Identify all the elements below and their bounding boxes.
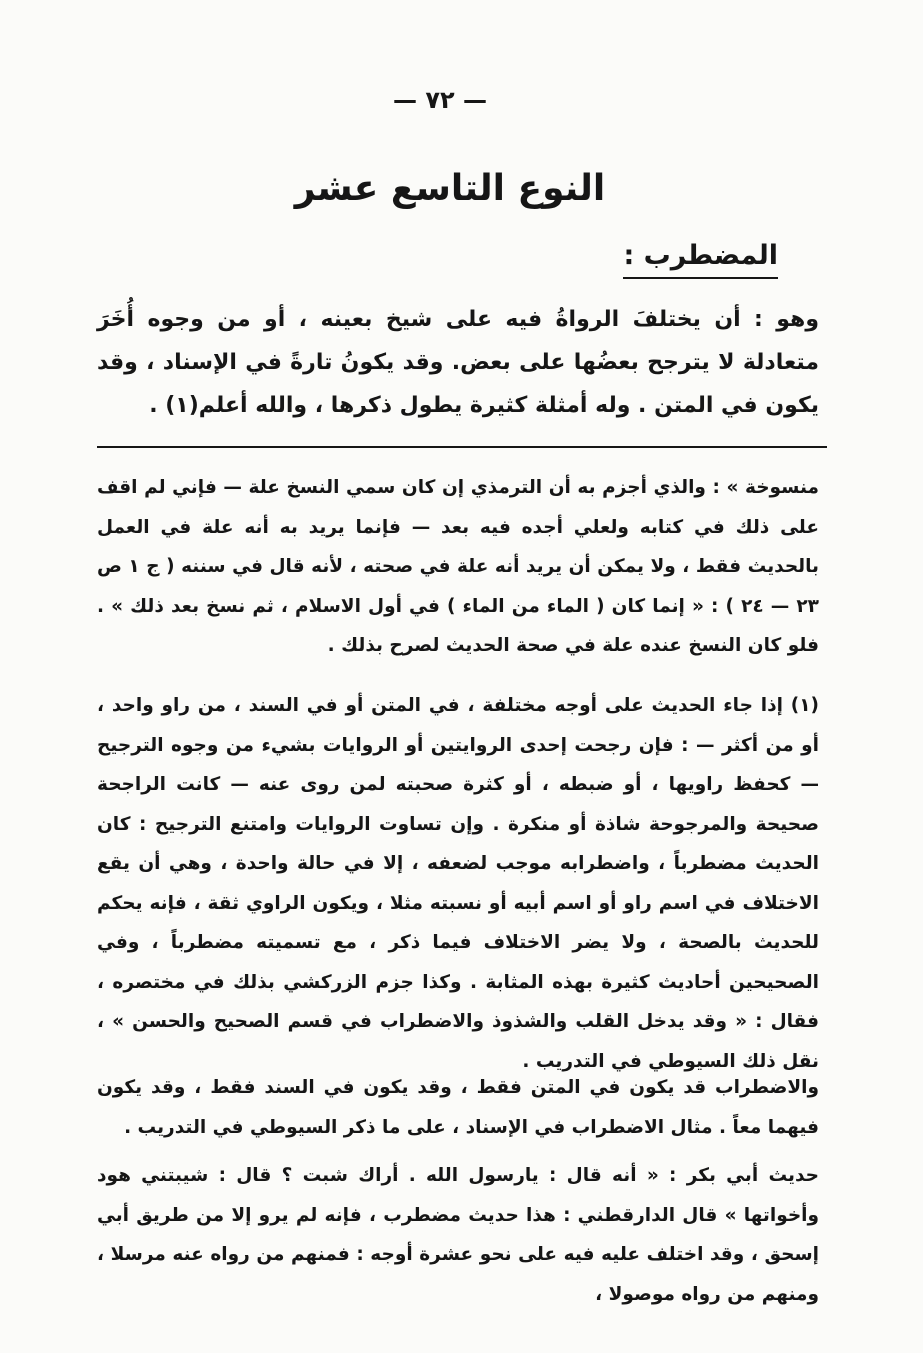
footnote-paragraph-example (97, 1156, 819, 1314)
footnote-paragraph: (١) إذا جاء الحديث على أوجه مختلفة ، في المتن أو في السند ، من راو واحد ، أو من أكثر — : فإن رجحت إحدى الروايتين أو الروايات بشيء من وجوه الترجيح — كحفظ راويها ، أو ضبطه ، أو كثرة صحبته لمن روى عنه — كانت الراجحة صحيحة والمرجوحة شاذة أو منكرة . وإن تساوت الروايات وامتنع الترجيح : كان الحديث مضطرباً ، واضطرابه موجب لضعفه ، إلا في حالة واحدة ، وهي أن يقع الاختلاف في اسم راو أو اسم أبيه أو نسبته مثلا ، ويكون الراوي ثقة ، فإنه يحكم للحديث بالصحة ، ولا يضر الاختلاف فيما ذكر ، مع تسميته مضطرباً ، وفي الصحيحين أحاديث كثيرة بهذه المثابة . وكذا جزم الزركشي بذلك في مختصره ، فقال : « وقد يدخل القلب والشذوذ والاضطراب في قسم الصحيح والحسن » ، نقل ذلك السيوطي في التدريب . (97, 695, 819, 1072)
main-text (97, 298, 819, 427)
footnote-paragraph: والاضطراب قد يكون في المتن فقط ، وقد يكون في السند فقط ، وقد يكون فيهما معاً . مثال الاضطراب في الإسناد ، على ما ذكر السيوطي في التدريب . (97, 1077, 819, 1138)
section-heading: المضطرب : (623, 240, 778, 279)
footnote-paragraph-idtirab-types (97, 1068, 819, 1147)
page-number: — ٧٢ — (392, 86, 487, 114)
footnote-continuation (97, 468, 819, 666)
chapter-title: النوع التاسع عشر (294, 168, 606, 209)
main-paragraph: وهو : أن يختلفَ الرواةُ فيه على شيخ بعينه ، أو من وجوه أُخَرَ متعادلة لا يترجح بعضُها على بعض. وقد يكونُ تارةً في الإسناد ، وقد يكون في المتن . وله أمثلة كثيرة يطول ذكرها ، والله أعلم(١) . (97, 307, 819, 418)
footnote-divider (97, 446, 827, 448)
footnote-1 (97, 686, 819, 1081)
footnote-paragraph: منسوخة » : والذي أجزم به أن الترمذي إن كان سمي النسخ علة — فإني لم اقف على ذلك في كتابه ولعلي أجده فيه بعد — فإنما يريد به أنه علة في العمل بالحديث فقط ، ولا يمكن أن يريد أنه علة في صحته ، لأنه قال في سننه ( ج ١ ص ٢٣ — ٢٤ ) : « إنما كان ( الماء من الماء ) في أول الاسلام ، ثم نسخ بعد ذلك » . فلو كان النسخ عنده علة في صحة الحديث لصرح بذلك . (97, 477, 820, 656)
footnote-paragraph: حديث أبي بكر : « أنه قال : يارسول الله . أراك شبت ؟ قال : شيبتني هود وأخواتها » قال الدارقطني : هذا حديث مضطرب ، فإنه لم يرو إلا من طريق أبي إسحق ، وقد اختلف عليه فيه على نحو عشرة أوجه : فمنهم من رواه عنه مرسلا ، ومنهم من رواه موصولا ، (97, 1165, 819, 1305)
